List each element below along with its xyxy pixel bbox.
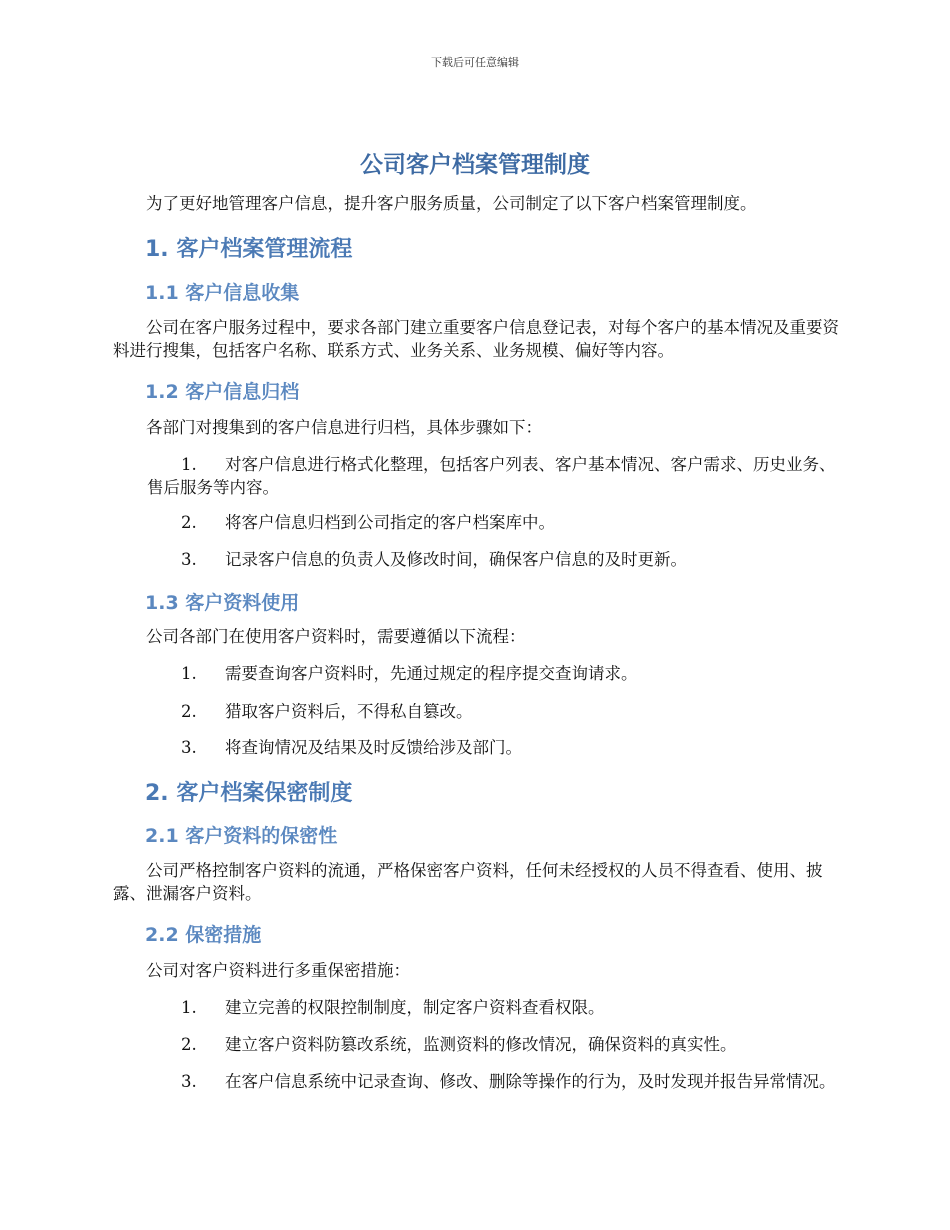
list-item — [147, 700, 843, 723]
section-1-2-paragraph: 各部门对搜集到的客户信息进行归档，具体步骤如下： — [146, 418, 542, 437]
list-text: 对客户信息进行格式化整理，包括客户列表、客户基本情况、客户需求、历史业务、售后服务等内容。 — [147, 455, 836, 497]
list-text: 将查询情况及结果及时反馈给涉及部门。 — [225, 738, 522, 757]
list-text: 将客户信息归档到公司指定的客户档案库中。 — [225, 513, 555, 532]
section-2-2-heading: 2.2 保密措施 — [145, 924, 262, 946]
intro-paragraph: 为了更好地管理客户信息，提升客户服务质量，公司制定了以下客户档案管理制度。 — [146, 194, 757, 213]
list-number: 1. — [181, 998, 197, 1017]
list-number: 2. — [181, 513, 197, 532]
document-title: 公司客户档案管理制度 — [360, 152, 590, 178]
page-header: 下载后可任意编辑 — [431, 56, 519, 69]
section-1-1-paragraph: 公司在客户服务过程中，要求各部门建立重要客户信息登记表，对每个客户的基本情况及重要资料进行搜集，包括客户名称、联系方式、业务关系、业务规模、偏好等内容。 — [113, 318, 839, 360]
list-number: 1. — [181, 455, 197, 474]
list-text: 需要查询客户资料时，先通过规定的程序提交查询请求。 — [225, 664, 638, 683]
list-number: 3. — [181, 738, 197, 757]
section-2-2-paragraph: 公司对客户资料进行多重保密措施： — [146, 961, 410, 980]
list-text: 建立客户资料防篡改系统，监测资料的修改情况，确保资料的真实性。 — [225, 1035, 737, 1054]
list-item — [147, 511, 843, 534]
list-number: 3. — [181, 1072, 197, 1091]
list-item — [147, 1070, 843, 1093]
list-number: 2. — [181, 702, 197, 721]
list-number: 2. — [181, 1035, 197, 1054]
list-item — [147, 1033, 843, 1056]
list-number: 1. — [181, 664, 197, 683]
section-2-heading: 2. 客户档案保密制度 — [145, 781, 353, 806]
list-item — [147, 662, 843, 685]
list-text: 记录客户信息的负责人及修改时间，确保客户信息的及时更新。 — [225, 550, 687, 569]
section-1-heading: 1. 客户档案管理流程 — [145, 237, 353, 262]
list-number: 3. — [181, 550, 197, 569]
list-item — [147, 548, 843, 571]
list-item — [147, 996, 843, 1019]
list-text: 猎取客户资料后，不得私自篡改。 — [225, 702, 473, 721]
section-1-3-heading: 1.3 客户资料使用 — [145, 592, 300, 614]
section-1-3-paragraph: 公司各部门在使用客户资料时，需要遵循以下流程： — [146, 627, 526, 646]
section-1-2-heading: 1.2 客户信息归档 — [145, 381, 300, 403]
list-item — [147, 453, 843, 499]
list-item — [147, 736, 843, 759]
list-text: 建立完善的权限控制制度，制定客户资料查看权限。 — [225, 998, 605, 1017]
section-2-1-paragraph: 公司严格控制客户资料的流通，严格保密客户资料，任何未经授权的人员不得查看、使用、披露、泄漏客户资料。 — [113, 861, 823, 903]
section-1-1-heading: 1.1 客户信息收集 — [145, 282, 300, 304]
section-2-1-heading: 2.1 客户资料的保密性 — [145, 825, 338, 847]
list-text: 在客户信息系统中记录查询、修改、删除等操作的行为，及时发现并报告异常情况。 — [225, 1072, 836, 1091]
